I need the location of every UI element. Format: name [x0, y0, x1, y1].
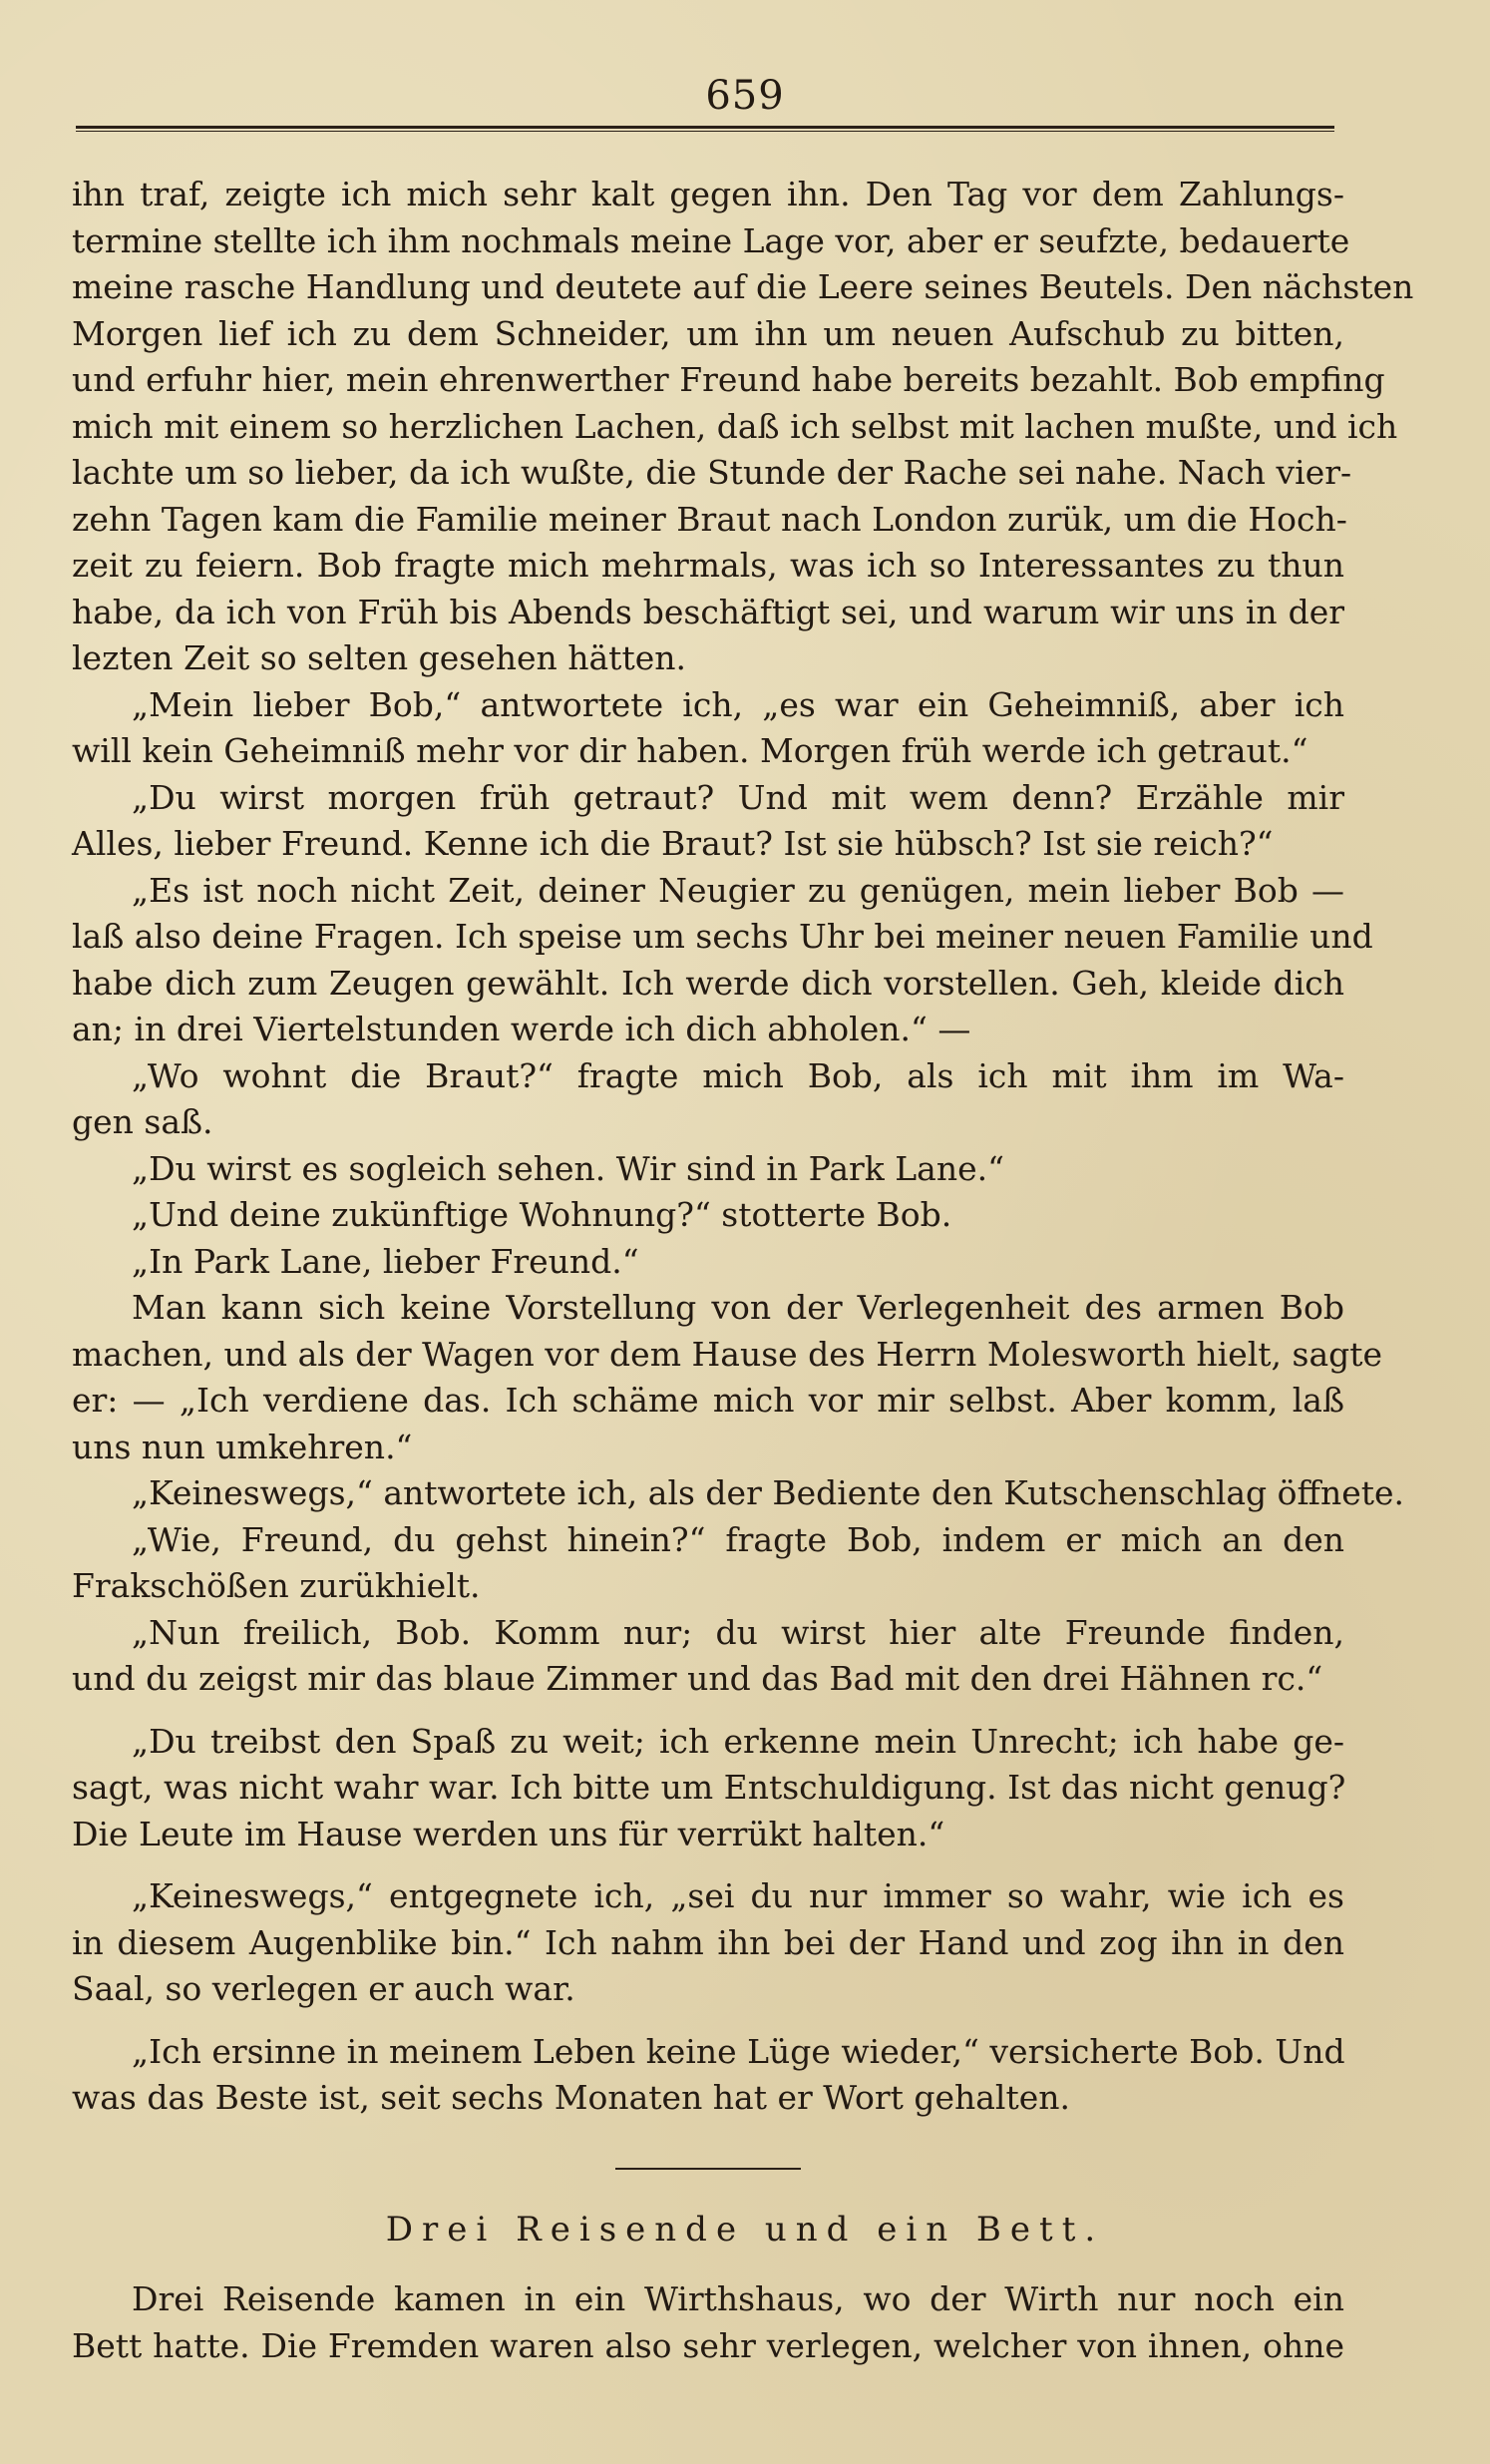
text-line: „Du treibst den Spaß zu weit; ich erkenne mein Unrecht; ich habe ge- — [132, 1721, 1344, 1761]
page-number: 659 — [705, 73, 785, 119]
text-line: habe dich zum Zeugen gewählt. Ich werde dich vorstellen. Geh, kleide dich — [72, 963, 1344, 1003]
text-line: Alles, lieber Freund. Kenne ich die Braut? Ist sie hübsch? Ist sie reich?“ — [72, 824, 1274, 863]
text-line: „Keineswegs,“ entgegnete ich, „sei du nur immer so wahr, wie ich es — [132, 1876, 1344, 1915]
text-line: Man kann sich keine Vorstellung von der Verlegenheit des armen Bob — [132, 1288, 1344, 1327]
next-story-text — [72, 2276, 1344, 2369]
text-line: „In Park Lane, lieber Freund.“ — [132, 1241, 639, 1281]
section-title: Drei Reisende und ein Bett. — [385, 2210, 1105, 2250]
text-line: Morgen lief ich zu dem Schneider, um ihn um neuen Aufschub zu bitten, — [72, 313, 1344, 353]
text-line: „Ich ersinne in meinem Leben keine Lüge wieder,“ versicherte Bob. Und — [132, 2031, 1345, 2071]
text-line: „Es ist noch nicht Zeit, deiner Neugier zu genügen, mein lieber Bob — — [132, 870, 1344, 910]
text-line: Drei Reisende kamen in ein Wirthshaus, wo der Wirth nur noch ein — [132, 2279, 1344, 2318]
text-line: „Du wirst morgen früh getraut? Und mit wem denn? Erzähle mir — [132, 777, 1344, 817]
text-line: Die Leute im Hause werden uns für verrükt halten.“ — [72, 1814, 945, 1853]
text-line: uns nun umkehren.“ — [72, 1427, 413, 1466]
text-line: „Wie, Freund, du gehst hinein?“ fragte Bob, indem er mich an den — [132, 1519, 1344, 1559]
text-line: was das Beste ist, seit sechs Monaten hat er Wort gehalten. — [72, 2078, 1071, 2117]
text-line: Saal, so verlegen er auch war. — [72, 1969, 575, 2008]
text-line: in diesem Augenblike bin.“ Ich nahm ihn bei der Hand und zog ihn in den — [72, 1922, 1344, 1962]
text-line: und du zeigst mir das blaue Zimmer und das Bad mit den drei Hähnen rc.“ — [72, 1659, 1323, 1698]
section-divider — [615, 2168, 801, 2170]
text-line: will kein Geheimniß mehr vor dir haben. Morgen früh werde ich getraut.“ — [72, 731, 1308, 770]
header-rule — [76, 126, 1334, 132]
text-line: mich mit einem so herzlichen Lachen, daß ich selbst mit lachen mußte, und ich — [72, 406, 1398, 446]
text-line: ihn traf, zeigte ich mich sehr kalt gegen ihn. Den Tag vor dem Zahlungs- — [72, 175, 1344, 213]
paragraph-gap — [72, 2013, 1344, 2029]
text-line: gen saß. — [72, 1102, 213, 1141]
text-line: und erfuhr hier, mein ehrenwerther Freund habe bereits bezahlt. Bob empfing — [72, 360, 1385, 399]
text-line: „Nun freilich, Bob. Komm nur; du wirst hier alte Freunde finden, — [132, 1612, 1344, 1652]
text-line: „Und deine zukünftige Wohnung?“ stotterte Bob. — [132, 1195, 952, 1234]
text-line: meine rasche Handlung und deutete auf die Leere seines Beutels. Den nächsten — [72, 267, 1414, 306]
text-line: Bett hatte. Die Fremden waren also sehr verlegen, welcher von ihnen, ohne — [72, 2325, 1344, 2365]
text-line: habe, da ich von Früh bis Abends beschäftigt sei, und warum wir uns in der — [72, 592, 1344, 631]
text-line: termine stellte ich ihm nochmals meine Lage vor, aber er seufzte, bedauerte — [72, 220, 1350, 260]
story-text — [72, 172, 1414, 2122]
text-line: an; in drei Viertelstunden werde ich dich abholen.“ — — [72, 1010, 971, 1048]
text-line: „Wo wohnt die Braut?“ fragte mich Bob, als ich mit ihm im Wa- — [132, 1055, 1344, 1095]
text-line: zehn Tagen kam die Familie meiner Braut nach London zurük, um die Hoch- — [72, 499, 1347, 539]
text-line: er: — „Ich verdiene das. Ich schäme mich vor mir selbst. Aber komm, laß — [72, 1381, 1344, 1420]
text-line: „Du wirst es sogleich sehen. Wir sind in Park Lane.“ — [132, 1148, 1004, 1188]
paragraph-gap — [72, 1703, 1344, 1719]
text-line: „Keineswegs,“ antwortete ich, als der Bediente den Kutschenschlag öffnete. — [132, 1473, 1405, 1512]
text-line: machen, und als der Wagen vor dem Hause des Herrn Molesworth hielt, sagte — [72, 1334, 1383, 1374]
text-line: „Mein lieber Bob,“ antwortete ich, „es war ein Geheimniß, aber ich — [132, 684, 1344, 724]
paragraph-gap — [72, 1857, 1344, 1873]
text-line: zeit zu feiern. Bob fragte mich mehrmals, was ich so Interessantes zu thun — [72, 546, 1344, 585]
text-line: laß also deine Fragen. Ich speise um sechs Uhr bei meiner neuen Familie und — [72, 917, 1373, 956]
text-line: lezten Zeit so selten gesehen hätten. — [72, 638, 686, 677]
text-line: lachte um so lieber, da ich wußte, die Stunde der Rache sei nahe. Nach vier- — [72, 453, 1352, 492]
text-line: Frakschößen zurükhielt. — [72, 1566, 481, 1605]
text-line: sagt, was nicht wahr war. Ich bitte um Entschuldigung. Ist das nicht genug? — [72, 1768, 1346, 1807]
